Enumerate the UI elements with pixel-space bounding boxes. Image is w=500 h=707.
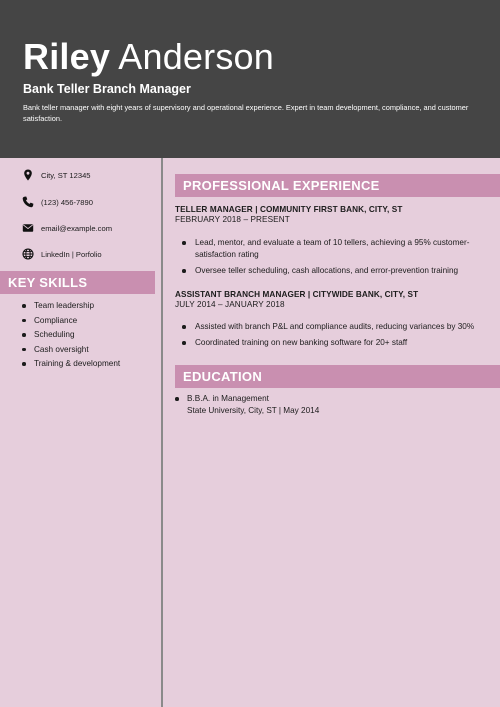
job-bullet: Coordinated training on new banking software for 20+ staff	[182, 337, 487, 349]
phone-icon	[22, 196, 34, 208]
degree-text: B.B.A. in Management	[187, 394, 269, 403]
skill-item: Compliance	[20, 315, 120, 330]
contact-email	[22, 220, 152, 236]
bullet-dot	[175, 397, 179, 401]
education-heading: EDUCATION	[175, 365, 500, 388]
job-2-dates: JULY 2014 – JANUARY 2018	[175, 300, 285, 309]
job-1-dates: FEBRUARY 2018 – PRESENT	[175, 215, 290, 224]
first-name: Riley	[23, 36, 111, 77]
links-text[interactable]: LinkedIn | Porfolio	[41, 249, 102, 259]
location-text: City, ST 12345	[41, 170, 91, 180]
skill-item: Cash oversight	[20, 344, 120, 359]
globe-icon	[22, 248, 34, 260]
email-text[interactable]: email@example.com	[41, 223, 113, 233]
resume-header	[0, 0, 500, 158]
column-divider	[161, 158, 163, 707]
job-bullet: Assisted with branch P&L and compliance audits, reducing variances by 30%	[182, 321, 487, 333]
contact-location	[22, 167, 152, 183]
job-2-bullets	[182, 321, 487, 353]
education-entry	[175, 393, 320, 417]
candidate-name	[23, 36, 274, 78]
skill-item: Training & development	[20, 358, 120, 373]
job-title-headline: Bank Teller Branch Manager	[23, 82, 191, 96]
skill-item: Scheduling	[20, 329, 120, 344]
job-1-title: TELLER MANAGER | COMMUNITY FIRST BANK, CITY, ST	[175, 205, 403, 214]
last-name: Anderson	[118, 36, 274, 77]
job-2-title: ASSISTANT BRANCH MANAGER | CITYWIDE BANK, CITY, ST	[175, 290, 419, 299]
key-skills-heading: KEY SKILLS	[0, 271, 155, 294]
experience-heading: PROFESSIONAL EXPERIENCE	[175, 174, 500, 197]
skill-item: Team leadership	[20, 300, 120, 315]
summary-text: Bank teller manager with eight years of supervisory and operational experience. Expert in team development, compliance, and customer satisfaction.	[23, 103, 469, 123]
location-pin-icon	[22, 169, 34, 181]
job-1-bullets	[182, 237, 487, 281]
email-icon	[22, 222, 34, 234]
school-text: State University, City, ST | May 2014	[187, 406, 320, 415]
contact-links	[22, 246, 152, 262]
job-bullet: Oversee teller scheduling, cash allocations, and error-prevention training	[182, 265, 487, 277]
contact-phone	[22, 194, 152, 210]
job-bullet: Lead, mentor, and evaluate a team of 10 tellers, achieving a 95% customer-satisfaction rating	[182, 237, 487, 261]
skills-list	[20, 300, 120, 373]
phone-text: (123) 456-7890	[41, 197, 93, 207]
